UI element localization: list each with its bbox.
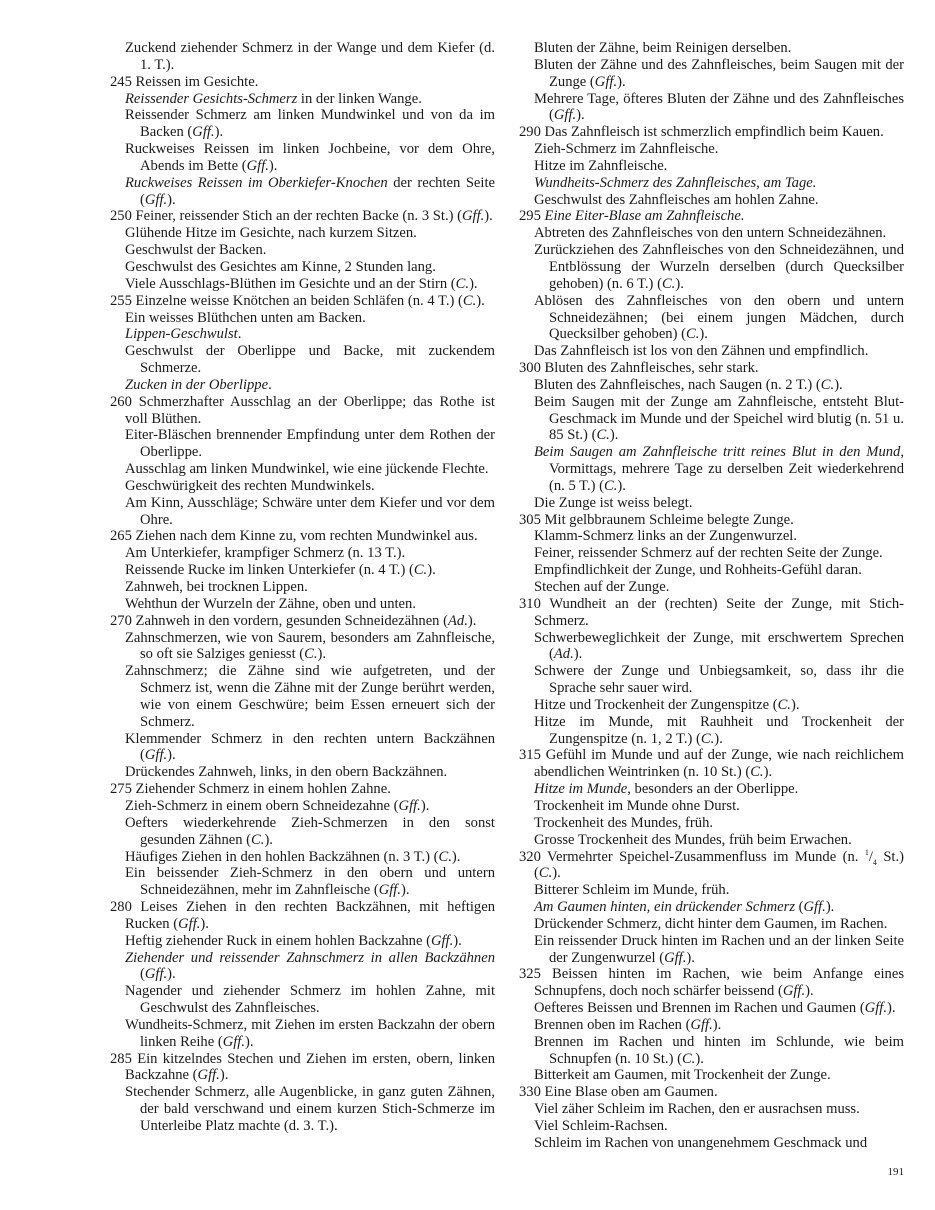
right-column <box>519 40 904 1152</box>
entry-text: Wundheits-Schmerz des Zahnfleisches, am Tage. <box>534 174 817 191</box>
entry <box>519 697 904 714</box>
entry-text: C. <box>603 477 618 494</box>
entry-text: ). <box>244 1033 254 1050</box>
entry-text: ). <box>167 191 176 208</box>
entry-text: Trockenheit im Munde ohne Durst. <box>534 797 740 814</box>
entry-text: ). <box>167 747 176 764</box>
entry-number: 265 <box>110 528 136 545</box>
entry <box>110 815 495 849</box>
entry-text: C. <box>750 764 764 781</box>
entry-text: ). <box>200 915 209 932</box>
entry-text: Gff. <box>178 915 201 932</box>
entry-text: Schwere der Zunge und Unbiegsamkeit, so, dass ihr die Sprache sehr sauer wird. <box>534 663 904 697</box>
numbered-entry <box>519 208 904 225</box>
entry-text: Mehrere Tage, öfteres Bluten der Zähne und des Zahnfleisches ( <box>534 90 904 124</box>
entry <box>110 141 495 175</box>
entry <box>519 714 904 748</box>
entry-text: Klamm-Schmerz links an der Zungenwurzel. <box>534 528 798 545</box>
entry-text: Beim Saugen am Zahnfleische tritt reines Blut in den Mund <box>534 444 901 461</box>
entry-text: C. <box>681 1050 696 1067</box>
entry-text: Schwerbeweglichkeit der Zunge, mit erschwertem Sprechen ( <box>534 629 904 663</box>
entry-text: Ein kitzelndes Stechen und Ziehen im ersten, obern, linken Backzahne ( <box>125 1050 495 1084</box>
entry <box>110 175 495 209</box>
entry-text: Viele Ausschlags-Blüthen im Gesichte und an der Stirn ( <box>125 275 456 292</box>
entry-text: ). <box>552 865 561 882</box>
entry <box>519 175 904 192</box>
entry-text: Brennen im Rachen und hinten im Schlunde, wie beim Schnupfen (n. 10 St.) ( <box>534 1033 904 1067</box>
entry-text: Am Unterkiefer, krampfiger Schmerz (n. 13 T.). <box>125 545 406 562</box>
entry <box>519 899 904 916</box>
entry <box>110 259 495 276</box>
entry-text: Gff. <box>144 191 168 208</box>
entry <box>110 326 495 343</box>
entry-number: 290 <box>519 124 545 141</box>
entry <box>519 1118 904 1135</box>
entry-text: C. <box>304 646 318 663</box>
entry-text: Bluten der Zähne, beim Reinigen derselben. <box>534 40 792 56</box>
entry <box>110 849 495 866</box>
entry-text: ( <box>140 966 145 983</box>
entry <box>519 394 904 445</box>
entry-text: Gff. <box>664 949 687 966</box>
entry-text: ). <box>317 646 327 663</box>
entry-text: Heftig ziehender Ruck in einem hohlen Backzahne ( <box>125 932 431 949</box>
entry-text: Ziehender Schmerz in einem hohlen Zahne. <box>135 781 391 798</box>
entry <box>519 882 904 899</box>
entry <box>110 242 495 259</box>
entry <box>519 1067 904 1084</box>
entry <box>519 545 904 562</box>
entry-text: ). <box>573 646 583 663</box>
entry <box>110 764 495 781</box>
entry-text: Gff. <box>462 208 485 225</box>
entry-text: Ein reissender Druck hinten im Rachen und an der linken Seite der Zungenwurzel ( <box>534 932 904 966</box>
entry <box>110 798 495 815</box>
entry-text: Geschwürigkeit des rechten Mundwinkels. <box>125 477 375 494</box>
left-column <box>110 40 495 1135</box>
numbered-entry <box>519 512 904 529</box>
entry-text: C. <box>538 865 553 882</box>
entry-text: St.) ( <box>534 848 904 882</box>
entry-text: Eine Eiter-Blase am Zahnfleische. <box>544 208 745 225</box>
entry-text: Gff. <box>430 932 454 949</box>
entry <box>519 495 904 512</box>
entry-number: 270 <box>110 612 136 629</box>
entry-text: Hitze und Trockenheit der Zungenspitze ( <box>534 696 778 713</box>
entry-text: ). <box>887 1000 896 1017</box>
entry <box>519 1135 904 1152</box>
entry <box>519 630 904 664</box>
entry <box>110 478 495 495</box>
entry <box>519 444 904 495</box>
entry-text: Wundheit an der (rechten) Seite der Zunge, mit Stich-Schmerz. <box>534 595 904 629</box>
entry-text: C. <box>455 275 470 292</box>
entry <box>519 916 904 933</box>
entry-text: C. <box>596 427 610 444</box>
entry <box>110 950 495 984</box>
entry-text: Reissen im Gesichte. <box>135 73 259 90</box>
entry-text: Zahnschmerz; die Zähne sind wie aufgetreten, und der Schmerz ist, wenn die Zähne mit der Zunge berührt werden, wie von einem Geschwüre; beim Essen erneuert sich der Schmerz. <box>125 663 495 730</box>
entry-text: Das Zahnfleisch ist schmerzlich empfindlich beim Kauen. <box>544 124 884 141</box>
entry-text: Stechender Schmerz, alle Augenblicke, in ganz guten Zähnen, der bald verschwand und einem kurzen Stich-Schmerze im Unterleibe Platz machte (d. 3. T.). <box>125 1084 495 1134</box>
entry-number: 245 <box>110 73 136 90</box>
entry-number: 330 <box>519 1084 545 1101</box>
entry-text: Gff. <box>246 157 269 174</box>
entry-number: 260 <box>110 393 139 410</box>
entry <box>519 40 904 57</box>
entry-text: Beim Saugen mit der Zunge am Zahnfleische, entsteht Blut-Geschmack im Munde und der Speichel wird blutig (n. 51 u. 85 St.) ( <box>534 393 904 444</box>
entry <box>519 663 904 697</box>
entry-text: Reissende Rucke im linken Unterkiefer (n. 4 T.) ( <box>125 562 414 579</box>
entry-text: ). <box>484 208 493 225</box>
entry-text: Ruckweises Reissen im Oberkiefer-Knochen <box>125 174 388 191</box>
entry-text: Abtreten des Zahnfleisches von den untern Schneidezähnen. <box>534 225 887 242</box>
entry <box>110 461 495 478</box>
entry-text: ). <box>790 696 800 713</box>
entry <box>519 192 904 209</box>
entry <box>110 933 495 950</box>
entry-text: Oefters wiederkehrende Zieh-Schmerzen in den sonst gesunden Zähnen ( <box>125 814 495 848</box>
entry-text: ). <box>453 932 462 949</box>
entry-text: Zucken in der Oberlippe <box>125 376 269 393</box>
entry-text: Lippen-Geschwulst <box>125 326 238 343</box>
entry-text: Wundheits-Schmerz, mit Ziehen im ersten Backzahn der obern linken Reihe ( <box>125 1016 495 1050</box>
entry <box>519 815 904 832</box>
entry-text: C. <box>685 326 700 343</box>
entry-text: Häufiges Ziehen in den hohlen Backzähnen (n. 3 T.) ( <box>125 848 439 865</box>
entry-text: Ziehen nach dem Kinne zu, vom rechten Mundwinkel aus. <box>135 528 478 545</box>
entry-text: . <box>268 376 272 393</box>
entry-text: ). <box>576 107 585 124</box>
entry-text: Hitze im Munde <box>534 781 628 798</box>
entry-text: Ziehender und reissender Zahnschmerz in allen Backzähnen <box>125 949 495 966</box>
entry-number: 280 <box>110 899 141 916</box>
numbered-entry <box>110 899 495 933</box>
entry <box>519 1034 904 1068</box>
entry-text: Gff. <box>378 882 401 899</box>
entry-text: ). <box>420 797 430 814</box>
page-number: 191 <box>887 1166 904 1178</box>
entry-number: 285 <box>110 1050 138 1067</box>
entry-text: Hitze im Munde, mit Rauhheit und Trockenheit der Zungenspitze (n. 1, 2 T.) ( <box>534 713 904 747</box>
entry-number: 300 <box>519 360 545 377</box>
numbered-entry <box>110 613 495 630</box>
entry <box>519 528 904 545</box>
entry-text: , besonders an der Oberlippe. <box>627 781 799 798</box>
entry-text: ). <box>400 882 410 899</box>
entry-text: Ruckweises Reissen im linken Jochbeine, vor dem Ohre, Abends im Bette ( <box>125 141 495 174</box>
entry-text: Zieh-Schmerz in einem obern Schneidezahne ( <box>125 797 399 814</box>
entry-text: C. <box>251 831 265 848</box>
numbered-entry <box>519 360 904 377</box>
entry-text: Zuckend ziehender Schmerz in der Wange und dem Kiefer (d. 1. T.). <box>125 40 495 73</box>
entry-number: 315 <box>519 747 546 764</box>
entry-text: Die Zunge ist weiss belegt. <box>534 494 693 511</box>
numbered-entry <box>110 394 495 428</box>
entry-text: ). <box>467 612 477 629</box>
entry-text: ). <box>675 275 684 292</box>
entry <box>519 1017 904 1034</box>
entry-text: Nagender und ziehender Schmerz im hohlen Zahne, mit Geschwulst des Zahnfleisches. <box>125 983 495 1017</box>
entry-text: Brennen oben im Rachen ( <box>534 1016 691 1033</box>
entry-text: ). <box>476 292 485 309</box>
entry <box>110 1017 495 1051</box>
numbered-entry <box>110 781 495 798</box>
entry <box>519 579 904 596</box>
entry-text: Gff. <box>222 1033 245 1050</box>
entry-text: Zahnweh in den vordern, gesunden Schneidezähnen ( <box>135 612 448 629</box>
entry-text: Wehthun der Wurzeln der Zähne, oben und unten. <box>125 595 416 612</box>
entry-text: 1 <box>864 847 869 857</box>
entry-text: ). <box>268 157 278 174</box>
entry-text: Ad. <box>553 646 574 663</box>
entry-text: Bitterer Schleim im Munde, früh. <box>534 882 730 899</box>
entry-text: Bitterkeit am Gaumen, mit Trockenheit der Zunge. <box>534 1067 831 1084</box>
entry-text: Eine Blase oben am Gaumen. <box>544 1084 718 1101</box>
entry-text: Feiner, reissender Stich an der rechten Backe (n. 3 St.) ( <box>135 208 462 225</box>
entry-text: ). <box>609 427 619 444</box>
entry-text: Grosse Trockenheit des Mundes, früh beim Erwachen. <box>534 831 852 848</box>
entry-text: C. <box>700 730 715 747</box>
entry-text: Geschwulst des Gesichtes am Kinne, 2 Stunden lang. <box>125 258 436 275</box>
entry-text: Beissen hinten im Rachen, wie beim Anfange eines Schnupfens, doch noch schärfer beissend ( <box>534 966 904 1000</box>
entry <box>519 141 904 158</box>
entry-text: ). <box>695 1050 704 1067</box>
entry-text: Ablösen des Zahnfleisches von den obern und untern Schneidezähnen; (bei einem jungen Mädchen, durch Quecksilber gehoben) ( <box>534 292 904 343</box>
entry-text: Zurückziehen des Zahnfleisches von den Schneidezähnen, und Entblössung der Wurzeln derselben (durch Quecksilber gehoben) (n. 6 T.) ( <box>534 242 904 292</box>
entry-text: Ein beissender Zieh-Schmerz in den obern und untern Schneidezähnen, mehr im Zahnfleische ( <box>125 865 495 899</box>
entry-text: Zieh-Schmerz im Zahnfleische. <box>534 141 719 158</box>
entry-text: Gff. <box>197 1067 220 1084</box>
entry-text: C. <box>438 848 452 865</box>
entry-text: ). <box>617 73 626 90</box>
entry <box>519 91 904 125</box>
entry-text: Bluten der Zähne und des Zahnfleisches, beim Saugen mit der Zunge ( <box>534 56 904 90</box>
entry-text: Drückendes Zahnweh, links, in den obern Backzähnen. <box>125 764 448 781</box>
numbered-entry <box>519 1084 904 1101</box>
entry-text: Gff. <box>864 1000 887 1017</box>
entry-text: ). <box>427 562 436 579</box>
entry-text: ). <box>167 966 176 983</box>
entry-text: Klemmender Schmerz in den rechten untern Backzähnen ( <box>125 730 495 764</box>
numbered-entry <box>519 596 904 630</box>
entry <box>110 107 495 141</box>
entry-text: Oefteres Beissen und Brennen im Rachen und Gaumen ( <box>534 1000 865 1017</box>
numbered-entry <box>519 124 904 141</box>
entry-text: . <box>237 326 242 343</box>
entry <box>110 495 495 529</box>
entry-text: Schmerzhafter Ausschlag an der Oberlippe; das Rothe ist voll Blüthen. <box>125 393 495 427</box>
entry <box>110 343 495 377</box>
entry-text: in der linken Wange. <box>297 90 422 107</box>
entry <box>519 781 904 798</box>
entry-number: 310 <box>519 595 550 612</box>
entry-text: der rechten Seite ( <box>140 174 495 208</box>
entry-number: 275 <box>110 781 136 798</box>
entry-text: ). <box>469 275 478 292</box>
entry <box>110 40 495 74</box>
entry <box>519 225 904 242</box>
entry <box>110 865 495 899</box>
entry <box>110 731 495 765</box>
entry-text: Gff. <box>690 1016 713 1033</box>
entry-text: Trockenheit des Mundes, früh. <box>534 814 714 831</box>
entry-text: C. <box>820 376 835 393</box>
entry-text: Einzelne weisse Knötchen an beiden Schläfen (n. 4 T.) ( <box>135 292 463 309</box>
entry-text: 4 <box>872 857 877 867</box>
entry-text: , Vormittags, mehrere Tage zu derselben Zeit wiederkehrend (n. 5 T.) ( <box>549 444 904 494</box>
entry-text: Bluten des Zahnfleisches, nach Saugen (n. 2 T.) ( <box>534 376 821 393</box>
entry-text: Feiner, reissender Schmerz auf der rechten Seite der Zunge. <box>534 545 883 562</box>
entry-text: ). <box>834 376 843 393</box>
entry <box>519 377 904 394</box>
entry <box>110 225 495 242</box>
entry-text: ). <box>219 1067 229 1084</box>
entry-text: Gff. <box>782 983 806 1000</box>
entry <box>110 1084 495 1135</box>
entry <box>519 57 904 91</box>
entry-text: Geschwulst der Backen. <box>125 242 267 259</box>
numbered-entry <box>110 208 495 225</box>
entry-text: / <box>868 848 873 865</box>
entry-number: 320 <box>519 848 548 865</box>
entry-text: Vermehrter Speichel-Zusammenfluss im Munde (n. <box>547 848 865 865</box>
entry-text: Zahnschmerzen, wie von Saurem, besonders am Zahnfleische, so oft sie Salziges geniesst ( <box>125 629 495 663</box>
entry-text: Am Gaumen hinten, ein drückender Schmerz <box>534 899 795 916</box>
entry <box>110 579 495 596</box>
entry-text: ). <box>617 477 626 494</box>
entry-text: Am Kinn, Ausschläge; Schwäre unter dem Kiefer und vor dem Ohre. <box>125 494 495 528</box>
entry-text: Gff. <box>803 899 826 916</box>
entry <box>110 596 495 613</box>
entry-text: Gff. <box>594 73 618 90</box>
entry-text: Schleim im Rachen von unangenehmem Geschmack und <box>534 1134 868 1151</box>
entry-text: Ein weisses Blüthchen unten am Backen. <box>125 309 366 326</box>
entry <box>519 798 904 815</box>
entry <box>519 343 904 360</box>
entry <box>110 377 495 394</box>
entry-text: Viel Schleim-Rachsen. <box>534 1118 668 1134</box>
entry <box>519 242 904 293</box>
entry-text: Glühende Hitze im Gesichte, nach kurzem Sitzen. <box>125 225 417 242</box>
entry-text: Gff. <box>553 107 577 124</box>
entry-text: Geschwulst des Zahnfleisches am hohlen Zahne. <box>534 191 819 208</box>
entry-text: Gff. <box>192 124 215 141</box>
numbered-entry <box>110 293 495 310</box>
entry-text: Gff. <box>144 966 168 983</box>
entry-text: ( <box>795 899 804 916</box>
numbered-entry <box>110 74 495 91</box>
entry <box>519 1000 904 1017</box>
entry-text: Viel zäher Schleim im Rachen, den er ausrachsen muss. <box>534 1101 860 1118</box>
entry-number: 325 <box>519 966 552 983</box>
entry-text: ). <box>214 124 224 141</box>
entry <box>519 293 904 344</box>
entry-text: C. <box>462 292 477 309</box>
entry-text: C. <box>661 275 676 292</box>
entry-text: Zahnweh, bei trocknen Lippen. <box>125 579 308 595</box>
entry <box>110 983 495 1017</box>
entry-text: ). <box>825 899 835 916</box>
entry-text: Empfindlichkeit der Zunge, und Rohheits-Gefühl daran. <box>534 562 862 579</box>
entry-text: Gefühl im Munde und auf der Zunge, wie nach reichlichem abendlichen Weintrinken (n. 10 St.) ( <box>534 747 904 781</box>
entry <box>110 276 495 293</box>
entry-text: ). <box>763 764 773 781</box>
entry-text: Reissender Schmerz am linken Mundwinkel und von da im Backen ( <box>125 107 495 141</box>
entry-text: ). <box>805 983 814 1000</box>
entry-text: Mit gelbbraunem Schleime belegte Zunge. <box>544 511 794 528</box>
numbered-entry <box>519 849 904 883</box>
entry-number: 295 <box>519 208 545 225</box>
entry-text: Das Zahnfleisch ist los von den Zähnen und empfindlich. <box>534 343 869 360</box>
entry-number: 250 <box>110 208 136 225</box>
entry-text: Ad. <box>448 612 468 629</box>
entry <box>110 310 495 327</box>
entry-text: Ausschlag am linken Mundwinkel, wie eine jückende Flechte. <box>125 461 489 478</box>
entry-text: Gff. <box>398 797 421 814</box>
entry-number: 305 <box>519 511 545 528</box>
entry-text: Stechen auf der Zunge. <box>534 579 670 595</box>
entry <box>110 663 495 730</box>
entry-text: Drückender Schmerz, dicht hinter dem Gaumen, im Rachen. <box>534 915 888 932</box>
entry-text: ). <box>699 326 708 343</box>
entry-text: ). <box>451 848 461 865</box>
entry-text: ). <box>714 730 723 747</box>
entry-text: Leises Ziehen in den rechten Backzähnen, mit heftigen Rucken ( <box>125 899 495 932</box>
entry-text: Hitze im Zahnfleische. <box>534 157 668 174</box>
entry-text: ). <box>686 949 695 966</box>
entry-text: C. <box>777 696 791 713</box>
entry-text: ). <box>264 831 273 848</box>
entry-text: Eiter-Bläschen brennender Empfindung unter dem Rothen der Oberlippe. <box>125 427 495 461</box>
numbered-entry <box>110 1051 495 1085</box>
entry <box>519 562 904 579</box>
entry <box>519 933 904 967</box>
entry <box>110 427 495 461</box>
numbered-entry <box>519 747 904 781</box>
entry-text: ). <box>712 1016 722 1033</box>
entry <box>110 91 495 108</box>
entry-number: 255 <box>110 292 136 309</box>
entry <box>519 158 904 175</box>
entry <box>110 562 495 579</box>
entry-text: Geschwulst der Oberlippe und Backe, mit zuckendem Schmerze. <box>125 343 495 377</box>
entry <box>519 1101 904 1118</box>
entry <box>110 630 495 664</box>
entry-text: Gff. <box>144 747 168 764</box>
entry <box>110 545 495 562</box>
numbered-entry <box>110 528 495 545</box>
entry <box>519 832 904 849</box>
entry-text: Bluten des Zahnfleisches, sehr stark. <box>544 360 759 377</box>
numbered-entry <box>519 966 904 1000</box>
entry-text: C. <box>413 562 428 579</box>
entry-text: Reissender Gesichts-Schmerz <box>125 90 298 107</box>
